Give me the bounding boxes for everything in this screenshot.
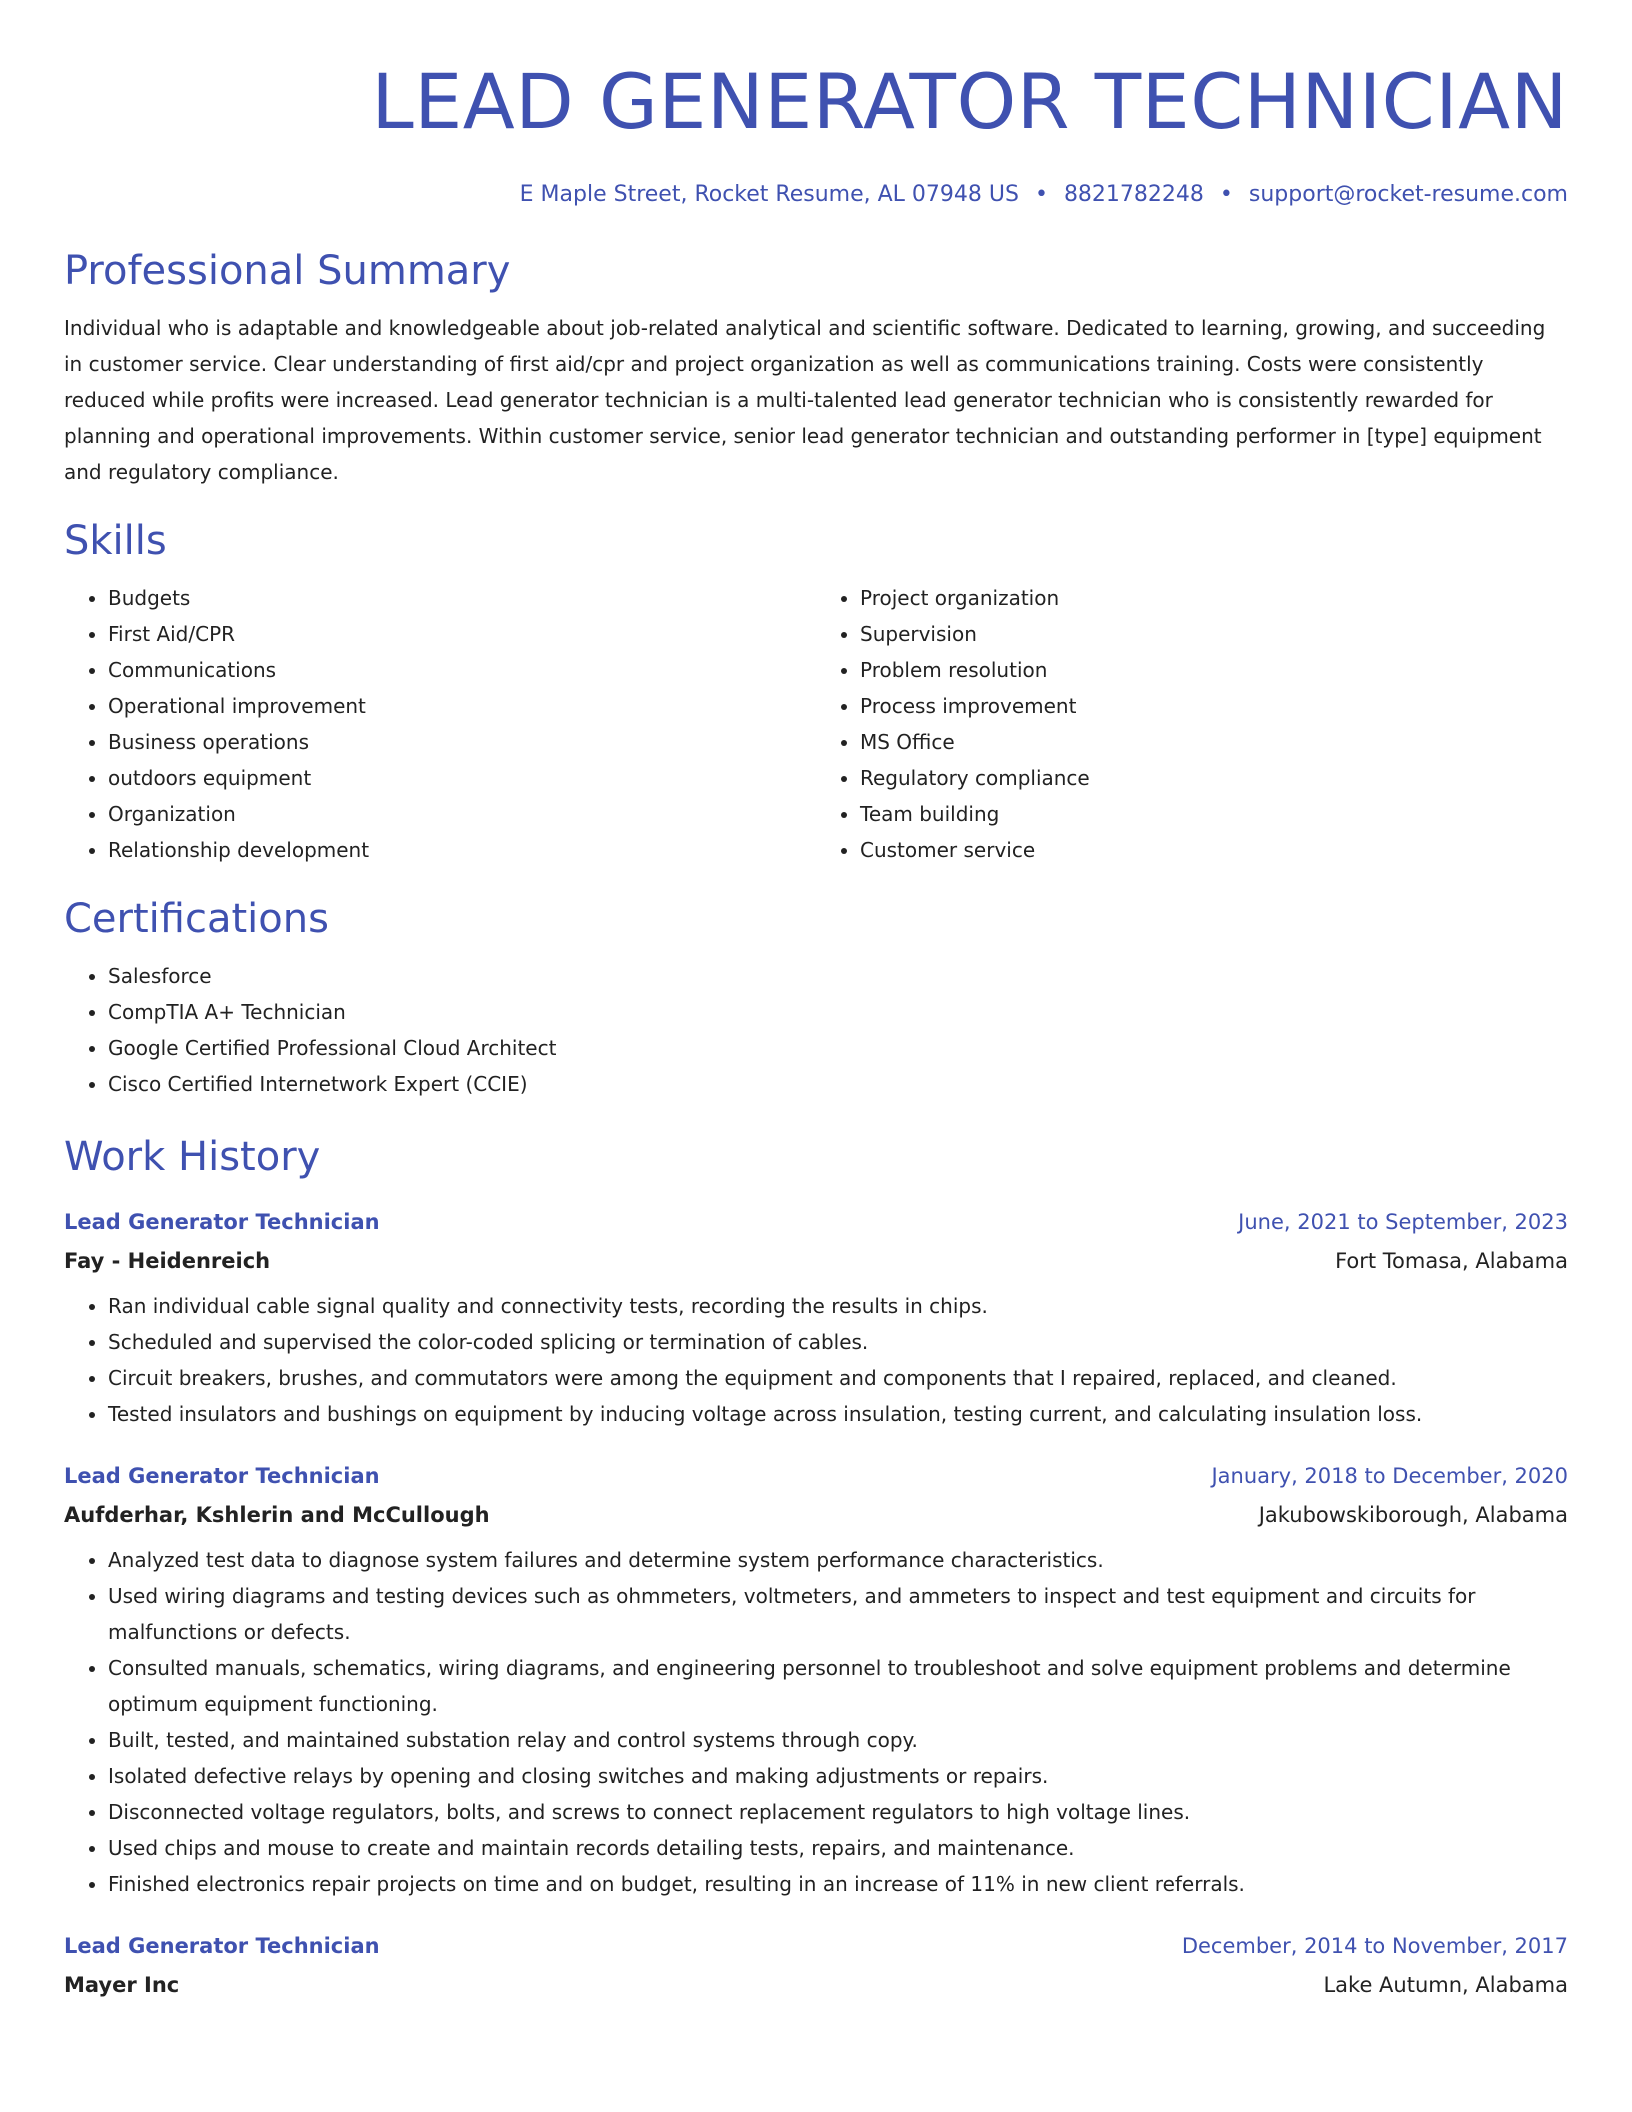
summary-text: Individual who is adaptable and knowledgeable about job-related analytical and scientific software. Dedicated to learning, growing, and succeeding in customer service. Clear understanding of first aid/cpr and project organization as well as communications training. Costs were consistently reduced while profits were increased. Lead generator technician is a multi-talented lead generator technician who is consistently rewarded for planning and operational improvements. Within customer service, senior lead generator technician and outstanding performer in [type] equipment and regulatory compliance.: [64, 316, 1546, 484]
skill-item: • Organization: [108, 796, 816, 832]
certification-item: • Salesforce: [108, 958, 1568, 994]
separator-dot: •: [1219, 182, 1233, 207]
job-company-row: [64, 1242, 1568, 1280]
job-bullet: • Isolated defective relays by opening and closing switches and making adjustments or repairs.: [108, 1758, 1568, 1794]
company-name: Fay - Heidenreich: [64, 1249, 271, 1273]
job-title: Lead Generator Technician: [64, 1210, 380, 1234]
job-location: Fort Tomasa, Alabama: [1335, 1249, 1568, 1273]
skill-item: • Supervision: [860, 616, 1568, 652]
job-entry: [64, 1202, 1568, 1432]
job-company-row: [64, 1966, 1568, 2004]
job-bullet: • Scheduled and supervised the color-coded splicing or termination of cables.: [108, 1324, 1568, 1360]
job-dates: June, 2021 to September, 2023: [1238, 1210, 1568, 1234]
job-bullet: • Analyzed test data to diagnose system failures and determine system performance characteristics.: [108, 1542, 1568, 1578]
skill-item: • Relationship development: [108, 832, 816, 868]
job-bullet: • Consulted manuals, schematics, wiring diagrams, and engineering personnel to troubleshoot and solve equipment problems and determine optimum equipment functioning.: [108, 1650, 1568, 1722]
certifications-list: [64, 958, 1568, 1102]
certification-item: • Cisco Certified Internetwork Expert (CCIE): [108, 1066, 1568, 1102]
job-bullet: • Used wiring diagrams and testing devices such as ohmmeters, voltmeters, and ammeters to inspect and test equipment and circuits for malfunctions or defects.: [108, 1578, 1568, 1650]
skill-item: • Problem resolution: [860, 652, 1568, 688]
address: E Maple Street, Rocket Resume, AL 07948 US: [519, 182, 1019, 207]
job-bullet: • Built, tested, and maintained substation relay and control systems through copy.: [108, 1722, 1568, 1758]
skill-item: • First Aid/CPR: [108, 616, 816, 652]
skills-columns: [64, 580, 1568, 868]
skill-item: • Business operations: [108, 724, 816, 760]
skill-item: • Communications: [108, 652, 816, 688]
skills-heading: Skills: [64, 518, 167, 564]
skill-item: • outdoors equipment: [108, 760, 816, 796]
skill-item: • Regulatory compliance: [860, 760, 1568, 796]
job-bullet: • Used chips and mouse to create and maintain records detailing tests, repairs, and maintenance.: [108, 1830, 1568, 1866]
skills-list-left: [64, 580, 816, 868]
job-location: Jakubowskiborough, Alabama: [1258, 1503, 1568, 1527]
separator-dot: •: [1034, 182, 1048, 207]
work-history-list: [64, 1202, 1568, 2004]
certifications-heading: Certifications: [64, 896, 329, 942]
skills-list-right: [816, 580, 1568, 868]
job-bullet: • Disconnected voltage regulators, bolts, and screws to connect replacement regulators to high voltage lines.: [108, 1794, 1568, 1830]
skill-item: • Operational improvement: [108, 688, 816, 724]
summary-heading: Professional Summary: [64, 248, 511, 294]
email-link[interactable]: support@rocket-resume.com: [1248, 182, 1568, 207]
certification-item: • Google Certified Professional Cloud Architect: [108, 1030, 1568, 1066]
certification-item: • CompTIA A+ Technician: [108, 994, 1568, 1030]
job-title-row: [64, 1456, 1568, 1496]
job-bullet: • Ran individual cable signal quality and connectivity tests, recording the results in chips.: [108, 1288, 1568, 1324]
skill-item: • Customer service: [860, 832, 1568, 868]
skill-item: • Team building: [860, 796, 1568, 832]
phone: 8821782248: [1063, 182, 1204, 207]
job-title: Lead Generator Technician: [64, 1464, 380, 1488]
job-dates: January, 2018 to December, 2020: [1211, 1464, 1568, 1488]
job-bullet: • Circuit breakers, brushes, and commutators were among the equipment and components that I repaired, replaced, and cleaned.: [108, 1360, 1568, 1396]
skill-item: • Process improvement: [860, 688, 1568, 724]
contact-line: [64, 180, 1568, 210]
candidate-name: LEAD GENERATOR TECHNICIAN: [371, 57, 1568, 146]
work-history-heading: Work History: [64, 1134, 321, 1180]
job-title: Lead Generator Technician: [64, 1934, 380, 1958]
job-company-row: [64, 1496, 1568, 1534]
skill-item: • Budgets: [108, 580, 816, 616]
job-entry: [64, 1926, 1568, 2004]
job-dates: December, 2014 to November, 2017: [1181, 1934, 1568, 1958]
job-bullets: [64, 1288, 1568, 1432]
job-bullet: • Tested insulators and bushings on equipment by inducing voltage across insulation, testing current, and calculating insulation loss.: [108, 1396, 1568, 1432]
job-title-row: [64, 1926, 1568, 1966]
job-bullet: • Finished electronics repair projects on time and on budget, resulting in an increase of 11% in new client referrals.: [108, 1866, 1568, 1902]
skill-item: • Project organization: [860, 580, 1568, 616]
job-location: Lake Autumn, Alabama: [1323, 1973, 1568, 1997]
job-entry: [64, 1456, 1568, 1902]
company-name: Aufderhar, Kshlerin and McCullough: [64, 1503, 490, 1527]
skill-item: • MS Office: [860, 724, 1568, 760]
job-title-row: [64, 1202, 1568, 1242]
job-bullets: [64, 1542, 1568, 1902]
company-name: Mayer Inc: [64, 1973, 180, 1997]
resume-page: [64, 0, 1568, 2004]
